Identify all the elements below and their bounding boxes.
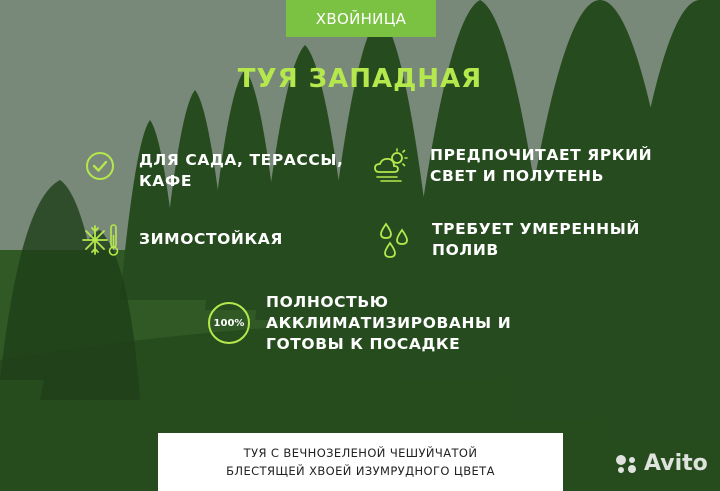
feature-light-preference: ПРЕДПОЧИТАЕТ ЯРКИЙ СВЕТ И ПОЛУТЕНЬ xyxy=(430,146,653,185)
hundred-percent-badge-icon xyxy=(207,301,251,345)
page-title: ТУЯ ЗАПАДНАЯ xyxy=(237,64,483,94)
avito-logo-icon xyxy=(614,453,640,475)
badge-label: 100% xyxy=(213,317,245,329)
feature-garden-use: ДЛЯ САДА, ТЕРАССЫ, КАФЕ xyxy=(139,151,344,190)
snowflake-thermometer-icon xyxy=(82,222,120,258)
caption-box xyxy=(158,433,563,491)
feature-acclimatized: ПОЛНОСТЬЮ АККЛИМАТИЗИРОВАНЫ И ГОТОВЫ К ПОСАДКЕ xyxy=(266,293,512,353)
avito-watermark-text: Avito xyxy=(644,451,708,476)
avito-watermark xyxy=(614,451,708,476)
water-drops-icon xyxy=(378,220,412,260)
check-circle-icon xyxy=(84,150,116,182)
feature-winter-hardy: ЗИМОСТОЙКАЯ xyxy=(139,230,283,248)
brand-tag: ХВОЙНИЦА xyxy=(286,0,436,37)
weather-sun-cloud-icon xyxy=(371,146,411,186)
feature-watering: ТРЕБУЕТ УМЕРЕННЫЙ ПОЛИВ xyxy=(432,220,640,259)
caption-line-1: ТУЯ С ВЕЧНОЗЕЛЕНОЙ ЧЕШУЙЧАТОЙ xyxy=(243,446,478,460)
caption-line-2: БЛЕСТЯЩЕЙ ХВОЕЙ ИЗУМРУДНОГО ЦВЕТА xyxy=(226,464,495,478)
